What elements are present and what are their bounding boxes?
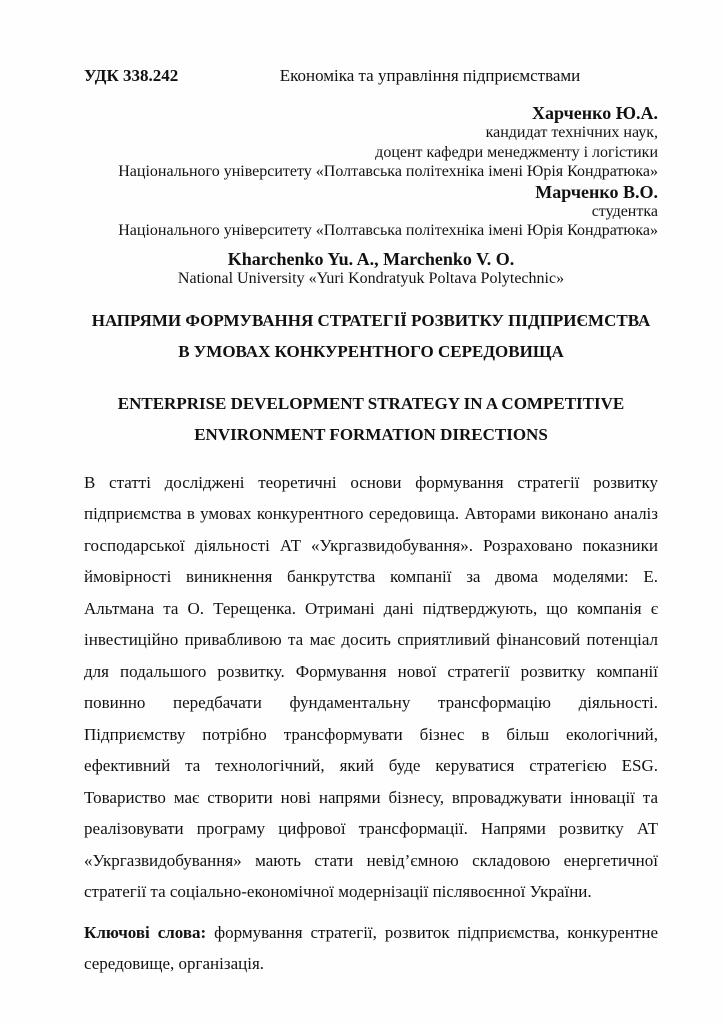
- author1-position: доцент кафедри менеджменту і логістики: [375, 143, 658, 161]
- author1-affiliation: Національного університету «Полтавська політехніка імені Юрія Кондратюка»: [118, 163, 658, 180]
- authors-block-en: [84, 249, 658, 289]
- authors-en-affiliation: National University «Yuri Kondratyuk Poltava Polytechnic»: [177, 269, 565, 287]
- article-title-ua-line2: В УМОВАХ КОНКУРЕНТНОГО СЕРЕДОВИЩА: [178, 341, 564, 361]
- author2-role: студентка: [591, 202, 658, 220]
- keywords-paragraph: [84, 917, 658, 980]
- abstract-paragraph: В статті досліджені теоретичні основи формування стратегії розвитку підприємства в умовах конкурентного середовища. Авторами виконано аналіз господарської діяльності АТ «Укргазвидобування». Розраховано показники ймовірності виникнення банкрутства компанії за двома моделями: Е. Альтмана та О. Терещенка. Отримані дані підтверджують, що компанія є інвестиційно привабливою та має досить сприятливий фінансовий потенціал для подальшого розвитку. Формування нової стратегії розвитку компанії повинно передбачати фундаментальну трансформацію діяльності. Підприємству потрібно трансформувати бізнес в більш екологічний, ефективний та технологічний, який буде керуватися стратегією ESG. Товариство має створити нові напрями бізнесу, впроваджувати інновації та реалізовувати програму цифрової трансформації. Напрями розвитку АТ «Укргазвидобування» мають стати невід’ємною складовою енергетичної стратегії та соціально-економічної модернізації післявоєнної України.: [84, 472, 658, 901]
- article-title-en-line1: ENTERPRISE DEVELOPMENT STRATEGY IN A COMPETITIVE: [117, 393, 625, 413]
- author1-degree: кандидат технічних наук,: [485, 124, 658, 141]
- author2-name: Марченко В.О.: [535, 181, 658, 202]
- header-row: [84, 66, 658, 86]
- keywords-label: Ключові слова:: [84, 922, 207, 942]
- author2-affiliation: Національного університету «Полтавська політехніка імені Юрія Кондратюка»: [118, 222, 658, 239]
- article-title-ua-line1: НАПРЯМИ ФОРМУВАННЯ СТРАТЕГІЇ РОЗВИТКУ ПІДПРИЄМСТВА: [91, 310, 651, 330]
- section-heading: Економіка та управління підприємствами: [279, 66, 581, 85]
- author1-name: Харченко Ю.А.: [532, 103, 658, 123]
- udc-label: УДК 338.242: [84, 66, 179, 85]
- authors-en-names: Kharchenko Yu. A., Marchenko V. O.: [227, 248, 515, 269]
- authors-block-ua: [84, 103, 658, 241]
- article-title-en-line2: ENVIRONMENT FORMATION DIRECTIONS: [194, 424, 548, 444]
- article-title-ua: [84, 305, 658, 367]
- keywords-text: формування стратегії, розвиток підприємства, конкурентне середовище, організація.: [84, 922, 659, 973]
- article-title-en: [84, 388, 658, 450]
